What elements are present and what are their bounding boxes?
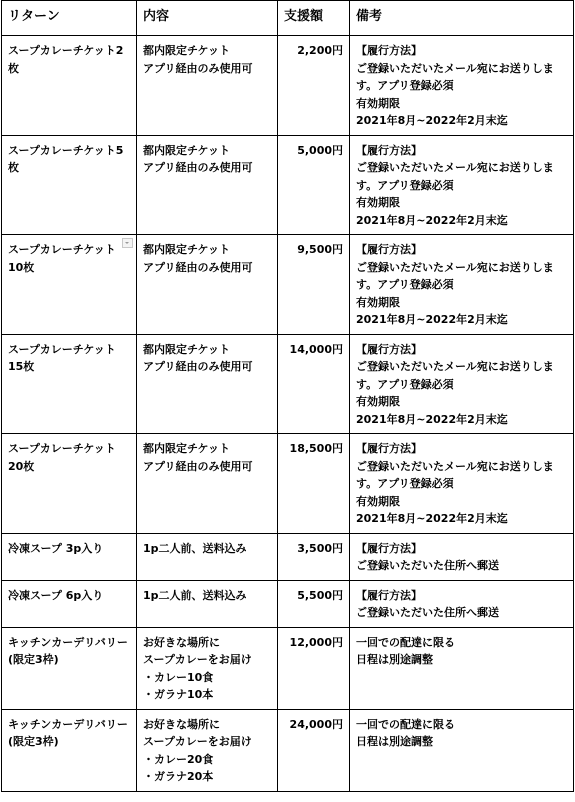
content-line: 都内限定チケット	[143, 143, 231, 157]
header-reward: リターン	[2, 1, 137, 36]
table-header-row	[2, 1, 574, 36]
content-cell	[137, 434, 278, 534]
content-cell	[137, 235, 278, 335]
table-row	[2, 135, 574, 235]
table-row	[2, 709, 574, 791]
notes-cell	[350, 533, 574, 580]
reward-cell	[2, 533, 137, 580]
content-line: アプリ経由のみ使用可	[143, 260, 253, 274]
notes-line: 2021年8月~2022年2月末迄	[356, 512, 508, 525]
reward-cell	[2, 580, 137, 627]
content-line: ・ガラナ10本	[143, 688, 214, 701]
amount-cell: 3,500円	[278, 533, 350, 580]
notes-line: す。アプリ登録必須	[356, 178, 454, 192]
notes-cell	[350, 627, 574, 709]
reward-cell	[2, 434, 137, 534]
notes-line: 有効期限	[356, 494, 400, 508]
notes-line: 一回での配達に限る	[356, 635, 455, 649]
notes-line: ご登録いただいた住所へ郵送	[356, 559, 499, 572]
cell-dropdown-icon[interactable]	[122, 238, 133, 248]
notes-line: 日程は別途調整	[356, 653, 433, 666]
notes-line: 2021年8月~2022年2月末迄	[356, 213, 508, 227]
content-line: スープカレーをお届け	[143, 735, 252, 748]
header-amount: 支援額	[278, 1, 350, 36]
content-cell	[137, 709, 278, 791]
content-line: お好きな場所に	[143, 717, 220, 731]
reward-line: (限定3枠)	[8, 735, 59, 748]
content-line: 1p二人前、送料込み	[143, 588, 247, 602]
notes-line: 【履行方法】	[356, 541, 422, 555]
notes-line: 有効期限	[356, 196, 400, 209]
notes-cell	[350, 36, 574, 136]
amount-cell: 18,500円	[278, 434, 350, 534]
reward-cell	[2, 135, 137, 235]
content-line: スープカレーをお届け	[143, 653, 252, 666]
amount-cell: 9,500円	[278, 235, 350, 335]
table-row	[2, 580, 574, 627]
notes-line: 【履行方法】	[356, 342, 422, 356]
content-line: アプリ経由のみ使用可	[143, 360, 253, 373]
table-row	[2, 334, 574, 434]
reward-line: スープカレーチケット	[8, 243, 116, 256]
amount-cell: 2,200円	[278, 36, 350, 136]
notes-line: 有効期限	[356, 395, 400, 408]
table-row	[2, 533, 574, 580]
notes-cell	[350, 235, 574, 335]
reward-line: スープカレーチケット	[8, 342, 116, 356]
notes-line: 2021年8月~2022年2月末迄	[356, 412, 508, 426]
reward-cell	[2, 36, 137, 136]
notes-line: ご登録いただいたメール宛にお送りしま	[356, 161, 554, 174]
reward-line: 10枚	[8, 260, 35, 274]
rewards-table	[1, 0, 574, 792]
notes-line: 2021年8月~2022年2月末迄	[356, 313, 508, 326]
notes-line: 【履行方法】	[356, 44, 422, 57]
amount-cell: 24,000円	[278, 709, 350, 791]
reward-line: 20枚	[8, 459, 35, 473]
table-row	[2, 434, 574, 534]
reward-line: 冷凍スープ 6p入り	[8, 588, 104, 602]
amount-cell: 14,000円	[278, 334, 350, 434]
reward-line: キッチンカーデリバリー	[8, 635, 128, 649]
reward-cell[interactable]	[2, 235, 137, 335]
notes-line: 【履行方法】	[356, 143, 422, 157]
notes-line: 【履行方法】	[356, 243, 422, 256]
content-cell	[137, 334, 278, 434]
notes-line: す。アプリ登録必須	[356, 278, 454, 291]
notes-line: 一回での配達に限る	[356, 717, 455, 731]
header-notes: 備考	[350, 1, 574, 36]
reward-line: 枚	[8, 61, 19, 75]
notes-line: 有効期限	[356, 295, 400, 309]
notes-line: す。アプリ登録必須	[356, 79, 454, 92]
notes-line: ご登録いただいたメール宛にお送りしま	[356, 61, 554, 75]
notes-line: 日程は別途調整	[356, 735, 433, 748]
notes-line: す。アプリ登録必須	[356, 377, 454, 391]
notes-line: ご登録いただいたメール宛にお送りしま	[356, 459, 554, 473]
content-line: アプリ経由のみ使用可	[143, 459, 253, 473]
reward-cell	[2, 627, 137, 709]
notes-line: ご登録いただいたメール宛にお送りしま	[356, 360, 554, 373]
table-row	[2, 627, 574, 709]
notes-line: 【履行方法】	[356, 442, 422, 455]
content-line: 都内限定チケット	[143, 243, 231, 256]
reward-cell	[2, 709, 137, 791]
reward-line: 15枚	[8, 360, 35, 373]
content-line: お好きな場所に	[143, 635, 220, 649]
amount-cell: 5,000円	[278, 135, 350, 235]
amount-cell: 12,000円	[278, 627, 350, 709]
reward-line: キッチンカーデリバリー	[8, 717, 128, 731]
header-content: 内容	[137, 1, 278, 36]
content-cell	[137, 580, 278, 627]
notes-line: 【履行方法】	[356, 588, 422, 602]
reward-cell	[2, 334, 137, 434]
content-line: 都内限定チケット	[143, 442, 231, 455]
table-row	[2, 235, 574, 335]
notes-cell	[350, 580, 574, 627]
content-line: 都内限定チケット	[143, 44, 231, 57]
content-cell	[137, 135, 278, 235]
content-line: ・カレー10食	[143, 670, 214, 684]
notes-cell	[350, 334, 574, 434]
content-line: 都内限定チケット	[143, 342, 231, 356]
notes-line: す。アプリ登録必須	[356, 477, 454, 490]
content-line: アプリ経由のみ使用可	[143, 61, 253, 75]
content-cell	[137, 627, 278, 709]
content-line: ・カレー20食	[143, 752, 214, 766]
content-line: ・ガラナ20本	[143, 770, 214, 783]
reward-line: スープカレーチケット5	[8, 143, 124, 157]
notes-line: ご登録いただいたメール宛にお送りしま	[356, 260, 554, 274]
table-row	[2, 36, 574, 136]
reward-line: スープカレーチケット2	[8, 44, 124, 57]
notes-cell	[350, 434, 574, 534]
notes-line: 2021年8月~2022年2月末迄	[356, 114, 508, 127]
amount-cell: 5,500円	[278, 580, 350, 627]
reward-line: スープカレーチケット	[8, 442, 116, 455]
content-cell	[137, 36, 278, 136]
content-line: アプリ経由のみ使用可	[143, 161, 253, 174]
notes-line: ご登録いただいた住所へ郵送	[356, 606, 499, 619]
notes-line: 有効期限	[356, 96, 400, 110]
reward-line: (限定3枠)	[8, 653, 59, 666]
reward-line: 枚	[8, 161, 19, 174]
reward-line: 冷凍スープ 3p入り	[8, 541, 104, 555]
notes-cell	[350, 709, 574, 791]
content-line: 1p二人前、送料込み	[143, 541, 247, 555]
content-cell	[137, 533, 278, 580]
notes-cell	[350, 135, 574, 235]
